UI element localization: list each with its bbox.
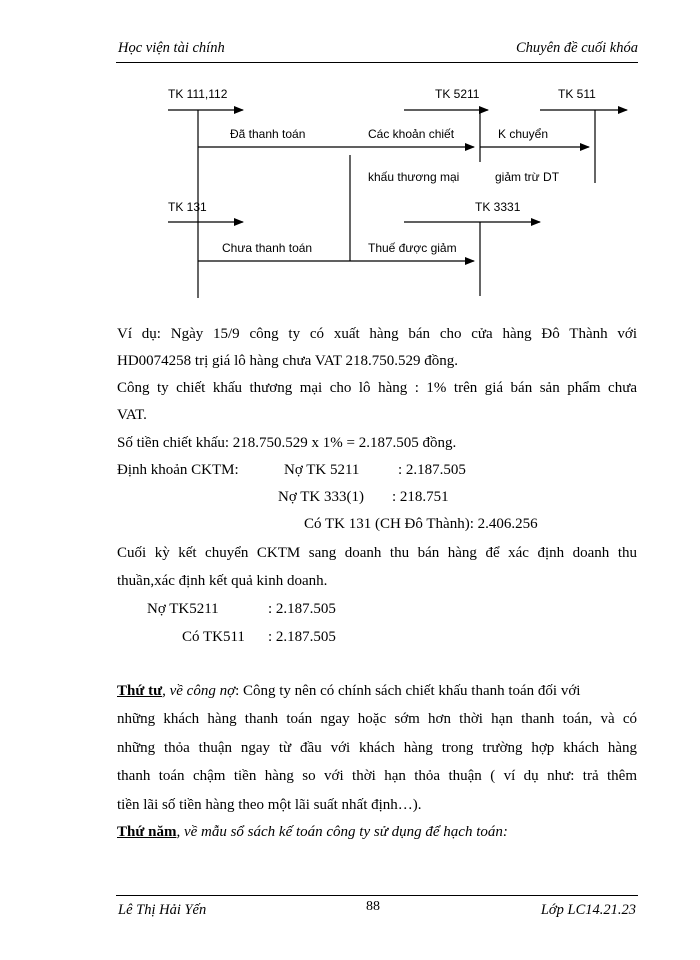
label-transfer-2: giảm trừ DT: [495, 170, 560, 184]
label-tk3331: TK 3331: [475, 200, 521, 214]
section-4-line-2: những khách hàng thanh toán ngay hoặc sớm hơn thời hạn thanh toán, và có: [117, 711, 637, 727]
entry-debit-3331: Nợ TK 333(1): [278, 489, 364, 505]
label-tk131: TK 131: [168, 200, 207, 214]
closing-credit-511: Có TK511: [182, 629, 245, 645]
section-4-subject: , về công nợ: [162, 683, 236, 699]
section-4-text: : Công ty nên có chính sách chiết khấu thanh toán đối với: [235, 683, 581, 699]
entry-label: Định khoản CKTM:: [117, 462, 239, 478]
section-5-text: , về mẫu sổ sách kế toán công ty sử dụng để hạch toán:: [176, 824, 508, 840]
header-right: Chuyên đề cuối khóa: [515, 40, 638, 56]
label-tk5211: TK 5211: [435, 87, 480, 101]
section-4-line-3: những thỏa thuận ngay từ đầu với khách hàng trong trường hợp khách hàng: [117, 740, 637, 756]
body-line-9: Cuối kỳ kết chuyển CKTM sang doanh thu bán hàng để xác định doanh thu: [117, 545, 637, 561]
accounting-flow-diagram: [0, 0, 700, 310]
section-4-label: Thứ tư: [117, 683, 163, 699]
body-line-4: VAT.: [117, 407, 147, 423]
label-tk511: TK 511: [558, 87, 596, 101]
entry-debit-5211: Nợ TK 5211: [284, 462, 360, 478]
footer-author: Lê Thị Hải Yến: [118, 902, 207, 918]
footer-class: Lớp LC14.21.23: [540, 902, 636, 918]
closing-debit-amount: : 2.187.505: [268, 601, 336, 617]
body-line-5: Số tiền chiết khấu: 218.750.529 x 1% = 2.187.505 đồng.: [117, 435, 457, 451]
label-paid: Đã thanh toán: [230, 127, 306, 141]
section-4-line-4: thanh toán chậm tiền hàng so với thời hạn thỏa thuận ( ví dụ như: trả thêm: [117, 768, 637, 784]
body-line-3: Công ty chiết khấu thương mại cho lô hàng : 1% trên giá bán sản phẩm chưa: [117, 380, 637, 396]
section-5-heading: [117, 824, 508, 841]
entry-debit-5211-amount: : 2.187.505: [398, 462, 466, 478]
closing-credit-amount: : 2.187.505: [268, 629, 336, 645]
label-discount-1: Các khoản chiết: [368, 127, 455, 141]
section-4-heading: [117, 683, 580, 700]
body-line-10: thuần,xác định kết quả kinh doanh.: [117, 573, 328, 589]
entry-credit-131: Có TK 131 (CH Đô Thành): 2.406.256: [304, 516, 538, 532]
section-4-line-5: tiền lãi số tiền hàng theo một lãi suất nhất định…).: [117, 797, 422, 813]
label-tk111: TK 111,112: [168, 87, 228, 101]
page-number: 88: [366, 899, 380, 914]
section-5-label: Thứ năm: [117, 824, 177, 840]
footer-rule: [116, 895, 638, 896]
entry-debit-3331-amount: : 218.751: [392, 489, 449, 505]
closing-debit-5211: Nợ TK5211: [147, 601, 219, 617]
label-vat-reduced: Thuế được giảm: [368, 241, 457, 255]
label-unpaid: Chưa thanh toán: [222, 241, 313, 255]
label-discount-2: khấu thương mại: [368, 170, 460, 184]
label-transfer-1: K chuyển: [498, 127, 549, 141]
body-line-2: HD0074258 trị giá lô hàng chưa VAT 218.750.529 đồng.: [117, 353, 459, 369]
header-left: Học viện tài chính: [118, 40, 225, 56]
body-line-1: Ví dụ: Ngày 15/9 công ty có xuất hàng bán cho cửa hàng Đô Thành với: [117, 326, 637, 342]
